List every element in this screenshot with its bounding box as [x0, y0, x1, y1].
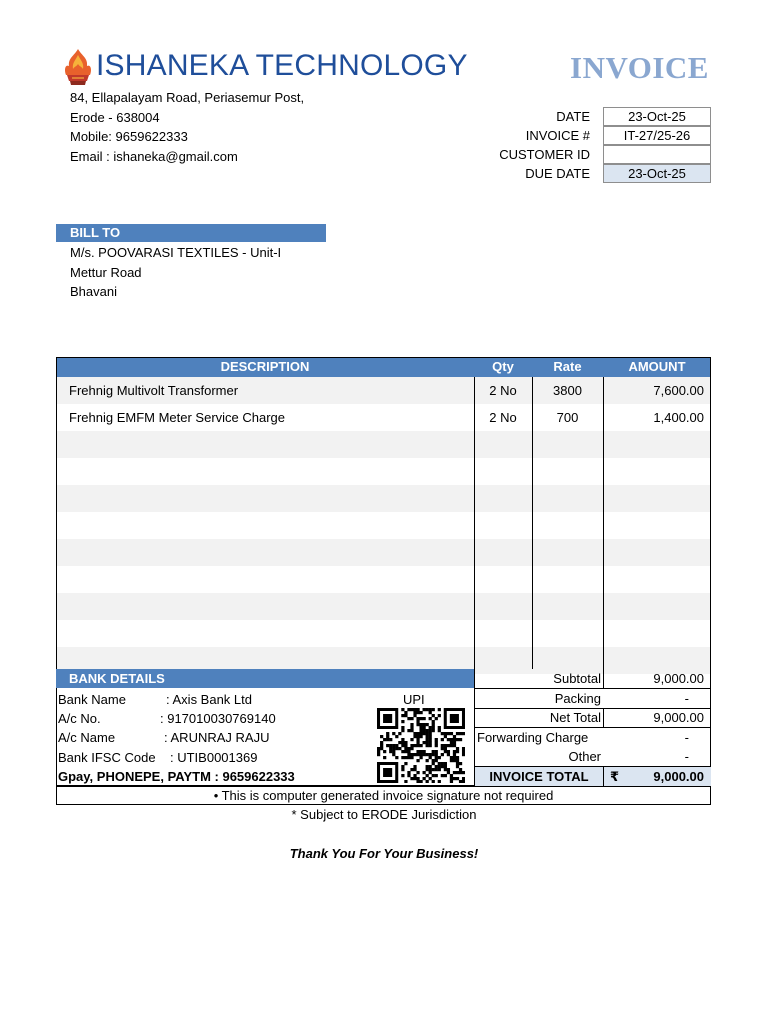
bill-to-heading: BILL TO: [56, 224, 326, 242]
bank-name-value: : Axis Bank Ltd: [166, 692, 252, 707]
item-rate: [532, 539, 603, 566]
item-rate: 700: [556, 410, 579, 425]
item-rate: [532, 485, 603, 512]
other-label: Other: [568, 749, 601, 764]
totals-col-divider: [603, 767, 604, 786]
company-email: Email : ishaneka@gmail.com: [70, 148, 238, 164]
column-header-amount: AMOUNT: [628, 359, 686, 374]
item-qty: [474, 512, 532, 539]
column-divider: [532, 377, 533, 669]
column-header-rate: Rate: [553, 359, 582, 374]
column-header-qty: Qty: [492, 359, 514, 374]
subtotal-label: Subtotal: [553, 671, 601, 686]
item-amount: [603, 458, 704, 485]
forwarding-row: [474, 728, 711, 748]
item-rate: [532, 593, 603, 620]
item-rate: [532, 512, 603, 539]
item-description: [69, 593, 469, 620]
line-items-table: [56, 357, 711, 669]
item-qty: [474, 539, 532, 566]
invoice-number-value: IT-27/25-26: [603, 126, 711, 145]
document-title: INVOICE: [570, 50, 709, 85]
ifsc-value: : UTIB0001369: [170, 750, 258, 765]
invoice-total-row: [475, 767, 711, 786]
address-line: 84, Ellapalayam Road, Periasemur Post,: [70, 90, 305, 105]
item-qty: 2 No: [489, 410, 517, 425]
table-row: [56, 593, 711, 620]
item-qty: 2 No: [489, 383, 517, 398]
item-qty: [474, 593, 532, 620]
table-row: [56, 458, 711, 485]
invoice-total-label: INVOICE TOTAL: [489, 769, 589, 784]
item-rate: [532, 566, 603, 593]
packing-label: Packing: [554, 691, 601, 706]
column-divider: [603, 377, 604, 669]
bank-name-label: Bank Name: [58, 692, 126, 707]
item-qty: [474, 620, 532, 647]
forwarding-label: Forwarding Charge: [477, 730, 589, 745]
upi-qr-code: [377, 708, 465, 783]
subtotal-row: [474, 669, 711, 689]
customer-id-label: CUSTOMER ID: [499, 147, 590, 162]
account-number-value: : 917010030769140: [160, 711, 276, 726]
item-qty: [474, 485, 532, 512]
item-amount: [603, 566, 704, 593]
item-description: [69, 566, 469, 593]
table-row: [56, 539, 711, 566]
bank-details-heading: BANK DETAILS: [56, 669, 474, 688]
customer-city: Bhavani: [70, 284, 117, 299]
table-row: [56, 512, 711, 539]
date-label: DATE: [556, 109, 590, 124]
net-total-label: Net Total: [549, 710, 601, 725]
invoice-number-label: INVOICE #: [525, 128, 590, 143]
invoice-total-value: 9,000.00: [653, 769, 704, 784]
item-amount: [603, 485, 704, 512]
net-total-row: [474, 708, 711, 728]
item-description: [69, 512, 469, 539]
other-row: [474, 747, 711, 767]
table-border: [56, 357, 57, 669]
item-amount: [603, 539, 704, 566]
item-description: [69, 620, 469, 647]
date-value: 23-Oct-25: [603, 107, 711, 126]
item-description: Frehnig Multivolt Transformer: [69, 383, 239, 398]
table-row: [56, 431, 711, 458]
due-date-label: DUE DATE: [525, 166, 590, 181]
table-row: [56, 404, 711, 431]
table-border: [710, 357, 711, 669]
ifsc-label: Bank IFSC Code: [58, 750, 156, 765]
item-qty: [474, 566, 532, 593]
payment-apps: Gpay, PHONEPE, PAYTM : 9659622333: [58, 769, 295, 784]
company-mobile: Mobile: 9659622333: [70, 129, 188, 144]
forwarding-value: -: [684, 730, 689, 745]
item-rate: [532, 458, 603, 485]
item-amount: [603, 431, 704, 458]
packing-row: [474, 689, 711, 709]
item-amount: [603, 620, 704, 647]
due-date-value: 23-Oct-25: [603, 164, 711, 183]
currency-symbol: ₹: [610, 769, 620, 784]
thank-you-note: Thank You For Your Business!: [289, 846, 479, 861]
company-address: [70, 88, 304, 166]
address-line: Erode - 638004: [70, 109, 160, 125]
item-qty: [474, 458, 532, 485]
account-name-label: A/c Name: [58, 730, 116, 745]
item-description: [69, 539, 469, 566]
account-number-label: A/c No.: [58, 711, 101, 726]
other-value: -: [684, 749, 689, 764]
company-logo: [63, 48, 93, 86]
table-row: [56, 485, 711, 512]
item-description: [69, 458, 469, 485]
jurisdiction-note: * Subject to ERODE Jurisdiction: [291, 807, 477, 822]
item-qty: [474, 431, 532, 458]
subtotal-value: 9,000.00: [653, 671, 704, 686]
signature-note: • This is computer generated invoice signature not required: [56, 786, 711, 805]
packing-value: -: [684, 691, 689, 706]
customer-address-line: Mettur Road: [70, 264, 142, 280]
item-rate: [532, 620, 603, 647]
column-header-description: DESCRIPTION: [220, 359, 310, 374]
net-total-value: 9,000.00: [653, 710, 704, 725]
column-divider: [474, 377, 475, 669]
item-description: [69, 431, 469, 458]
item-description: Frehnig EMFM Meter Service Charge: [69, 410, 286, 425]
bill-to-address: [70, 243, 281, 302]
account-name-value: : ARUNRAJ RAJU: [164, 730, 270, 745]
customer-name: M/s. POOVARASI TEXTILES - Unit-I: [70, 245, 282, 260]
item-rate: [532, 431, 603, 458]
item-amount: [603, 512, 704, 539]
company-name: ISHANEKA TECHNOLOGY: [96, 49, 468, 82]
table-row: [56, 566, 711, 593]
table-border: [56, 357, 711, 358]
item-rate: 3800: [553, 383, 582, 398]
item-description: [69, 485, 469, 512]
item-amount: [603, 593, 704, 620]
table-row: [56, 377, 711, 404]
item-amount: 1,400.00: [653, 410, 704, 425]
customer-id-value: [603, 145, 711, 164]
table-header: [56, 357, 711, 377]
table-row: [56, 620, 711, 647]
upi-label: UPI: [403, 692, 425, 707]
item-amount: 7,600.00: [653, 383, 704, 398]
